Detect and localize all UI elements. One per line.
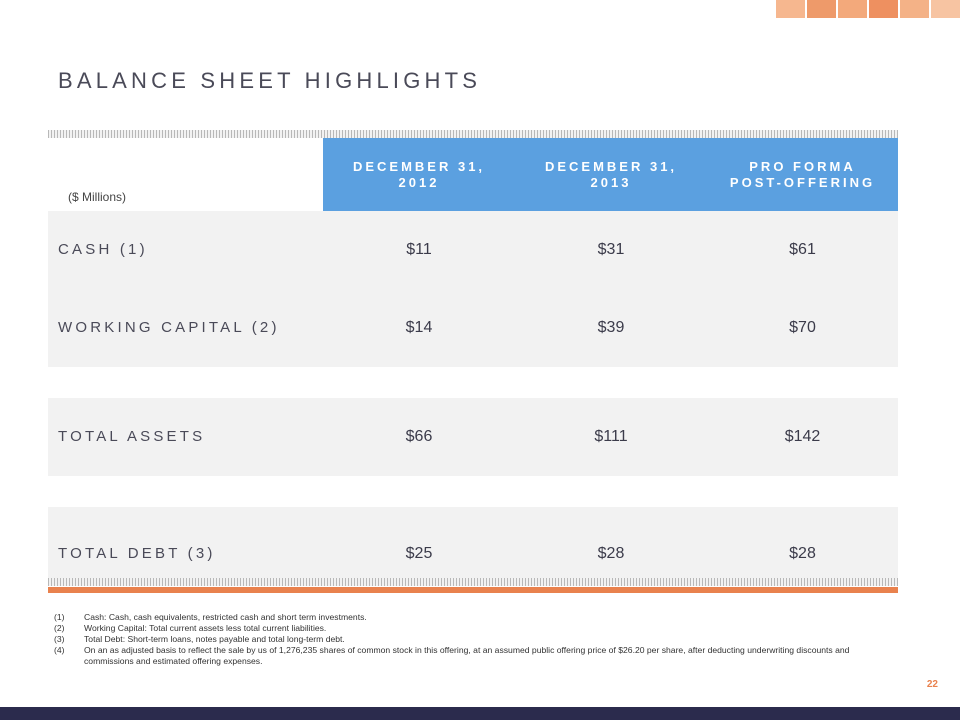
column-header-2013 [515,138,707,211]
footnotes [54,612,854,667]
page-title: BALANCE SHEET HIGHLIGHTS [58,68,482,93]
table-cell: $61 [789,241,816,258]
table-row-cash [48,211,898,289]
table-row-group-liquidity [48,211,898,367]
table-row-total-assets [48,398,898,476]
row-label: TOTAL DEBT (3) [58,545,216,562]
table-cell: $39 [597,319,625,336]
table-cell: $11 [406,241,432,258]
table-cell: $70 [789,319,816,336]
table-row-group-assets [48,398,898,476]
column-header-line2: 2012 [398,174,440,190]
footnote-number: (1) [54,612,65,622]
page-number: 22 [926,679,938,690]
table-header [48,138,898,211]
hatch-divider-top [48,130,898,138]
table-cell: $14 [405,319,433,336]
row-label: CASH (1) [58,241,148,258]
table-cell: $25 [405,545,433,562]
decorative-squares [774,0,960,18]
footnote-text: On an as adjusted basis to reflect the sale by us of 1,276,235 shares of common stock in this offering, at an assumed public offering price of $26.20 per share, after deducting underwriting discounts and commissions and estimated offering expenses. [84,645,850,666]
table-cell: $28 [789,545,816,562]
footnote [54,612,854,623]
table-cell: $66 [405,428,433,445]
footnote [54,634,854,645]
footnote [54,623,854,634]
square-3 [838,0,867,18]
square-1 [776,0,805,18]
footnote-number: (4) [54,645,65,655]
footnote-number: (3) [54,634,65,644]
column-header-line1: DECEMBER 31, [544,158,678,174]
table-cell: $142 [784,428,821,445]
footnote [54,645,854,667]
footnote-text: Total Debt: Short-term loans, notes payable and total long-term debt. [84,634,345,644]
footer-bar [0,707,960,720]
square-5 [900,0,929,18]
column-header-line1: DECEMBER 31, [352,158,486,174]
column-header-line1: PRO FORMA [749,158,856,174]
units-label: ($ Millions) [68,190,127,204]
square-2 [807,0,836,18]
row-label: TOTAL ASSETS [58,428,206,445]
table-row-working-capital [48,289,898,367]
column-header-pro-forma [707,138,898,211]
square-4 [869,0,898,18]
row-label: WORKING CAPITAL (2) [58,319,280,336]
table-cell: $111 [594,428,628,445]
orange-divider [48,587,898,593]
column-header-line2: POST-OFFERING [729,174,876,190]
hatch-divider-bottom [48,578,898,586]
square-6 [931,0,960,18]
footnote-text: Cash: Cash, cash equivalents, restricted cash and short term investments. [84,612,367,622]
table-row-group-debt [48,507,898,578]
table-cell: $28 [597,545,625,562]
table-cell: $31 [597,241,625,258]
column-header-line2: 2013 [590,174,632,190]
column-header-2012 [323,138,515,211]
footnote-text: Working Capital: Total current assets less total current liabilities. [84,623,327,633]
footnote-number: (2) [54,623,65,633]
